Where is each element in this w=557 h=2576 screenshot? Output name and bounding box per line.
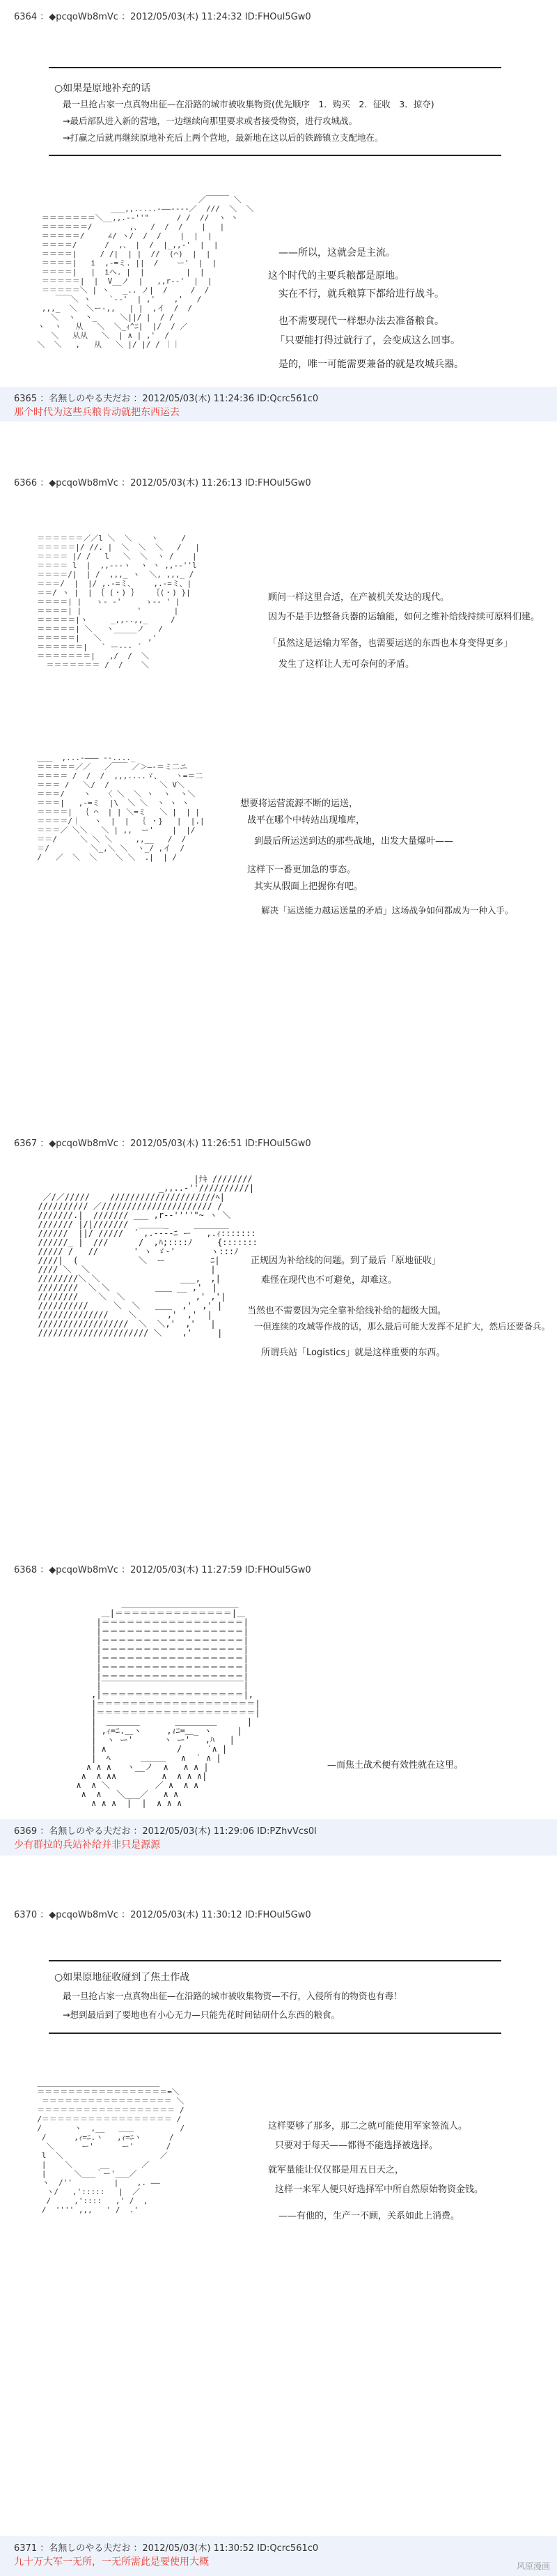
post-6365 — [0, 387, 557, 422]
box-title: ○如果原地征收碰到了焦土作战 — [54, 1972, 190, 1983]
post-number: 6370 — [14, 1910, 38, 1920]
dialogue-line: 是的，唯一可能需要兼备的就是攻城兵器。 — [278, 359, 464, 370]
post-header: 6365 ：名無しのやる夫だお ：2012/05/03(木) 11:24:36 ID:Qcrc561c0 — [14, 394, 319, 404]
dialogue-line: 这样下一番更加急的事态。 — [247, 865, 356, 875]
dialogue-line: 难怪在现代也不可避免，却难这。 — [261, 1275, 398, 1286]
poster-id[interactable]: ID:Qcrc561c0 — [257, 394, 319, 404]
ascii-art-character: ＿＿＿＿＿＿＿＿＿＿＿＿＿＿ ＿|＝＝＝＝＝＝＝＝＝＝＝＝＝＝|＿ |＝＝＝＝＝＝＝＝＝＝＝＝＝＝＝＝＝| |＝＝＝＝＝＝＝＝＝＝＝＝＝＝＝＝＝| |＝＝＝＝＝＝＝＝＝＝＝＝＝＝＝＝＝| |＝＝＝＝＝＝＝＝＝＝＝＝＝＝＝＝＝| |＝＝＝＝＝＝＝＝＝＝＝＝＝＝＝＝＝| |＝＝＝＝＝＝＝＝＝＝＝＝＝＝＝＝＝| |＝＝＝＝＝＝＝＝＝＝＝＝＝＝＝＝＝| |￣￣￣￣￣￣￣￣￣￣￣￣￣￣￣￣￣| ,|＝＝＝＝＝＝＝＝＝＝＝＝＝＝＝＝＝|, |＝＝＝＝＝＝＝＝＝＝＝＝＝＝＝＝＝＝＝| |＝＝＝＝＝＝＝＝＝＝＝＝＝＝＝＝＝＝＝| | ＿＿＿＿ ＿＿＿＿＿ | | ,ｨ=ﾆ.＿ヽ ,ｨﾆ=＿_ ヽ | | ヽ ー' ヽ ー' ,ﾊ | | ∧ / ′∧ | | ﾍ ＿＿＿ ∧ ′ ∧ | ∧ ∧ ∧ ヽ__ノ ∧ ∧ ∧ | ∧ ∧ ∧∧ ∧ ∧ ∧ ∧| ∧ ∧ ＼ ／ ∧ ∧ ∧ ∧ ∧ ＼___／ ∧ ∧ ∧ ∧ ∧ | | ∧ ∧ ∧ — [76, 1599, 260, 1808]
post-6367 — [0, 966, 557, 1391]
box-bottom-rule — [49, 155, 501, 156]
poster-name[interactable]: ◆pcqoWb8mVc — [49, 478, 118, 488]
dialogue-line: 解决「运送能力越运送量的矛盾」这场战争如何都成为一种入手。 — [261, 905, 514, 916]
post-number: 6364 — [14, 12, 38, 22]
box-title: ○如果是原地补充的话 — [54, 83, 151, 94]
dialogue-line: 因为不是手边整备兵器的运输能，如何之维补给线持续可原料们建。 — [268, 612, 540, 622]
site-watermark: 风原漫画 — [516, 2561, 550, 2571]
dialogue-line: 只要对于每天——都得不能选择被选择。 — [275, 2141, 439, 2151]
ascii-art-character: ＿＿＿＿＿＿＿＿＿＿＿＿＿＿＿＿ ＝＝＝＝＝＝＝＝＝＝＝＝＝＝＝＝＝=＼ ＝＝＝＝＝＝＝＝＝＝＝＝＝＝＝＝＝ ＼ ＝＝＝＝＝＝＝＝＝＝＝＝＝＝＝＝＝＝ / /＝＝＝＝＝＝＝＝＝＝＝＝＝＝＝＝＝ / / ヽ ,__ ＿＿ / / ,ｨ=ﾆ.ヽ ,ｨ=ﾆヽ / ＼ ー' ー' / l ＼ ／ | ＼ __ ／ | ＼___｀ー'___／ ヽ /'' | ,. ―― ヽ/ ,'::::: | ／ / ,':::: ,' / , / '''' ,,, ' / .' — [37, 2078, 185, 2214]
post-date: 2012/05/03(木) 11:29:06 — [142, 1826, 254, 1837]
post-date: 2012/05/03(木) 11:26:51 — [130, 1139, 242, 1149]
poster-id[interactable]: ID:Qcrc561c0 — [257, 2543, 319, 2554]
dialogue-line: 这样一来军人便只好选择军中所自然原始物资金钱。 — [275, 2184, 484, 2195]
box-bottom-rule — [49, 2033, 501, 2034]
poster-name[interactable]: 名無しのやる夫だお — [49, 394, 131, 404]
poster-id[interactable]: ID:PZhvVcs0l — [257, 1826, 317, 1837]
dialogue-line: 一但连续的攻城等作战的话，那么最后可能大发挥不足扩大，然后还要备兵。 — [254, 1321, 551, 1332]
poster-id[interactable]: ID:FHOul5Gw0 — [244, 1139, 311, 1149]
post-header: 6367 ：◆pcqoWb8mVc ：2012/05/03(木) 11:26:51 ID:FHOul5Gw0 — [14, 1139, 311, 1149]
post-date: 2012/05/03(木) 11:27:59 — [130, 1565, 242, 1575]
post-header: 6366 ：◆pcqoWb8mVc ：2012/05/03(木) 11:26:13 ID:FHOul5Gw0 — [14, 478, 311, 488]
dialogue-line: 想要将运营流源不断的运送， — [240, 799, 359, 809]
post-6371 — [0, 2536, 557, 2576]
dialogue-line: ——有他的，生产一不顾，关系如此上消费。 — [278, 2211, 460, 2221]
dialogue-line: 其实从假面上把握你有吧。 — [254, 881, 363, 892]
box-line: 最一旦抢占家一点真物出征—在沿路的城市被收集物资(优先顺序 1．购买 2．征收 3．掠夺) — [63, 99, 434, 109]
post-date: 2012/05/03(木) 11:24:32 — [130, 12, 242, 22]
post-6364 — [0, 0, 557, 387]
poster-id[interactable]: ID:FHOul5Gw0 — [244, 478, 311, 488]
post-number: 6366 — [14, 478, 38, 488]
dialogue-line: 所谓兵站「Logistics」就是这样重要的东西。 — [261, 1348, 446, 1358]
post-6369 — [0, 1819, 557, 1856]
poster-id[interactable]: ID:FHOul5Gw0 — [244, 12, 311, 22]
reply-text: 少有群拉的兵站补给并非只是源源 — [14, 1840, 160, 1851]
box-line: →打赢之后就再继续原地补充后上两个营地，最新地在这以后的铁蹄镇立支配地在。 — [63, 132, 384, 143]
dialogue-line: 「只要能打得过就行了，会变成这么回事。 — [275, 335, 460, 346]
poster-name[interactable]: ◆pcqoWb8mVc — [49, 1910, 118, 1920]
box-line: →想到最后到了要地也有小心无力—只能先花时间钻研什么东西的粮食。 — [63, 2010, 340, 2020]
post-header: 6368 ：◆pcqoWb8mVc ：2012/05/03(木) 11:27:59 ID:FHOul5Gw0 — [14, 1565, 311, 1575]
dialogue-line: 顾问一样这里合适，在产被机关发达的现代。 — [268, 592, 450, 603]
reply-text: 九十万大军一无所，一无所需此是要使用大概 — [14, 2556, 209, 2568]
box-line: →最后部队进入新的营地，一边继续向那里要求或者接受物资，进行攻城战。 — [63, 116, 357, 126]
poster-name[interactable]: 名無しのやる夫だお — [49, 2543, 131, 2554]
ascii-art-character: |ﾅｷ //////// _,,..-''//////////| ／/／///// /////////////////////ﾍ| ////////// ／////////////////////// / ///////.| /////// ___ ,r-‐''''"~ ヽ ＼ /////// |/|/////// ＿＿＿_ _______ ////// ||/ ///// ´ ,.--‐‐ﾆ ー ,.ｨ::::::: //////_ | /// / ,ﾊ;::::ﾉ {::::::: ///// / // ' ヽ ゞ-' ヽ:::ﾉ ////| ( ＼ ー ﾆ| //// ＼ ＼ | ////////＼ ＼ ___, ,| //////// ＼ ＼ ＿＿ __ ,' | //////// ＼ ＼ ,' ,'| ////////// ＼ ＼ ＿＿ ,' ,' | ////////////// ＼ ,' ,' | ////////////////// ＼ ＼,' ,' | ////////////////////// ＼ ,' | — [38, 1174, 258, 1338]
post-date: 2012/05/03(木) 11:30:52 — [142, 2543, 254, 2554]
ascii-art-character: ／￣￣￣ ＼ ___,,.....-――----／ /// ＼ ＼ ＝＝＝＝＝＝＝＼__,,.-‐''" / / // ヽ ヽ ＝＝＝＝＝＝/ ,、 / / / | | ＝＝＝＝＝/ ∠/ ヽ/ / / | | | ＝＝＝＝/ / ,、 | / |_,,-' | | ＝＝＝＝| / /| | | // (⌒) | | ＝＝＝＝| i ,-=ミ. || / ー' | | ＝＝＝＝| | iヘ. | | | | ＝＝＝＝＝| | V__ノ | ,,r-‐' | | ＝＝＝＝＝＼ | ヽ _.. ノ| / / / ￣￣＼ ヽ `--' | ,' ,' / ,,,_ ＼ ＼ー-,, | | ,イ / / ＼ ヽ 丶_ ＼||/ | / / ヽ ヽ 从 ＼ ＼_ｨ^ﾆ| |/ / ／ ＼ 从从 ＼ | ∧ | ,' / ＼ ＼ , 从 ＼ |/ |/ / ｜｜ — [37, 195, 254, 349]
poster-name[interactable]: ◆pcqoWb8mVc — [49, 1565, 118, 1575]
post-date: 2012/05/03(木) 11:30:12 — [130, 1910, 242, 1920]
post-number: 6368 — [14, 1565, 38, 1575]
box-line: 最一旦抢占家一点真物出征—在沿路的城市被收集物资—不行，入侵所有的物资也有毒！ — [63, 1991, 402, 2001]
dialogue-line: 正规因为补给线的问题。到了最后「原地征收」 — [251, 1256, 441, 1266]
dialogue-line: 「虽然这是运输力军备，也需要运送的东西也本身变得更多」 — [268, 638, 513, 649]
post-6370 — [0, 1856, 557, 2542]
dialogue-line: 战平在哪个中转站出现堆库， — [247, 815, 366, 826]
post-number: 6367 — [14, 1139, 38, 1149]
dialogue-line: —而焦土战术便有效性就在这里。 — [327, 1760, 464, 1771]
post-date: 2012/05/03(木) 11:24:36 — [142, 394, 254, 404]
reply-text: 那个时代为这些兵粮肯动就把东西运去 — [14, 407, 180, 418]
dialogue-line: ——所以，这就会是主流。 — [278, 247, 395, 259]
box-top-rule — [49, 67, 501, 68]
post-6368 — [0, 1391, 557, 1819]
post-number: 6365 — [14, 394, 38, 404]
poster-name[interactable]: ◆pcqoWb8mVc — [49, 12, 118, 22]
post-number: 6369 — [14, 1826, 38, 1837]
poster-name[interactable]: 名無しのやる夫だお — [49, 1826, 131, 1837]
box-top-rule — [49, 1960, 501, 1961]
dialogue-line: 实在不行，就兵粮算下都给进行战斗。 — [278, 288, 444, 300]
post-number: 6371 — [14, 2543, 38, 2554]
post-header: 6369 ：名無しのやる夫だお ：2012/05/03(木) 11:29:06 ID:PZhvVcs0l — [14, 1826, 317, 1837]
ascii-art-character: ＿＿ ,...-――― ‐-...._ ＝＝＝＝＝／／ ／￣￣ ／＞―‐＝ミ二ニ ＝＝＝＝ / / / ,,,....ゞ、 ヽ=＝二 ＝＝＝ / ＼/ / ＼ V＼ ＝＝＝/ ヽ 〈 ＼ ＼ ヽ ヽ ヽ＼ ＝＝＝| ,-=ミ |\ ＼ ＼ ヽ ヽ ヽ ＝＝＝＝| ｛ ⌒ | | ＼=ミ ＼ | | | ＝＝＝＝/｜ ヽ | | ｛ ・} | |.| ＝＝＝／ ＼＼ ＼ | ,, ー' | |/ ＝＝/ ＼ ＼ ＼ ,,__ / / ＝/ ＼_,＼ ＼ ヽ_/ ,イ / / ／ ＼ ＼ ＼ ＼ .| | / — [37, 753, 205, 862]
dialogue-line: 发生了这样让人无可奈何的矛盾。 — [278, 659, 415, 670]
poster-id[interactable]: ID:FHOul5Gw0 — [244, 1910, 311, 1920]
post-header: 6364 ：◆pcqoWb8mVc ：2012/05/03(木) 11:24:32 ID:FHOul5Gw0 — [14, 12, 311, 22]
poster-name[interactable]: ◆pcqoWb8mVc — [49, 1139, 118, 1149]
dialogue-line: 这个时代的主要兵粮都是原地。 — [268, 270, 405, 281]
dialogue-line: 也不需要现代一样想办法去准备粮食。 — [278, 316, 444, 327]
post-date: 2012/05/03(木) 11:26:13 — [130, 478, 242, 488]
post-6366 — [0, 422, 557, 966]
post-header: 6370 ：◆pcqoWb8mVc ：2012/05/03(木) 11:30:12 ID:FHOul5Gw0 — [14, 1910, 311, 1920]
dialogue-line: 这样要够了那多，那二之就可能使用军家签流人。 — [268, 2121, 468, 2131]
dialogue-line: 到最后所运送到达的那些战地，出发大量爆叶—— — [254, 836, 454, 847]
dialogue-line: 就军量能让仅仅都是用五日天之， — [268, 2165, 405, 2175]
dialogue-line: 当然也不需要因为完全靠补给线补给的超级大国。 — [247, 1306, 447, 1316]
ascii-art-character: ＝＝＝＝＝＝／／l ＼ ＼ ヽ / ＝＝＝＝＝|/ //. | ＼ ＼ ＼ / | ＝＝＝＝ |/ / l ＼ ＼ ヽ / | ＝＝＝＝ l | ,,--‐ヽ ヽ ヽ ,,-‐''l ＝＝＝＝/| | / ,,,_ ヽ ＼, ,,,_ / ＝＝＝/ | |/ ,.-=ミ、 ,.-=ミ、| ＝＝/ ヽ | | ｛ (・) ｝ ｛(・) }| ＝＝＝＝| | ゝ- -' ゝ-- ' | ＝＝＝＝| | ' | ＝＝＝＝＝|ヽ _,,..,,_ / ＝＝＝＝＝| ＼ ヽ_____ノ / ＝＝＝＝＝| ＼ ,' ＝＝＝＝＝＝| ` ー--‐ ´ ＝＝＝＝＝＝＝| ,/ / ＼ ＝＝＝＝＝＝＝ / / ＼ — [37, 534, 200, 670]
post-header: 6371 ：名無しのやる夫だお ：2012/05/03(木) 11:30:52 ID:Qcrc561c0 — [14, 2543, 319, 2554]
poster-id[interactable]: ID:FHOul5Gw0 — [244, 1565, 311, 1575]
